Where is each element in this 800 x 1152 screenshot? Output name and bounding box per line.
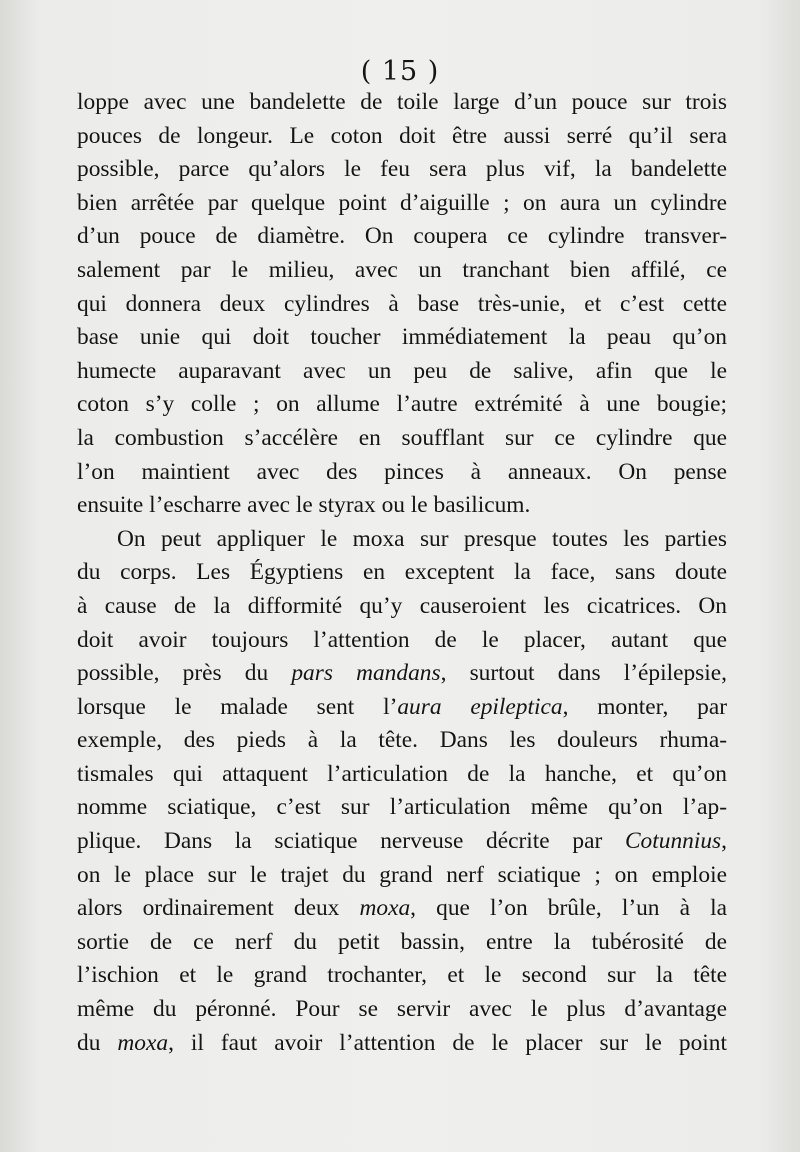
text-line: humecte auparavant avec un peu de salive, afin que le xyxy=(77,357,727,384)
text-line: on le place sur le trajet du grand nerf sciatique ; on emploie xyxy=(77,861,727,888)
text-line: exemple, des pieds à la tête. Dans les douleurs rhuma- xyxy=(77,727,727,754)
text-line: bien arrêtée par quelque point d’aiguille ; on aura un cylindre xyxy=(77,189,727,216)
text-line: possible, près du pars mandans, surtout dans l’épilepsie, xyxy=(77,660,728,687)
text-line: pouces de longeur. Le coton doit être aussi serré qu’il sera xyxy=(77,122,727,149)
text-line: doit avoir toujours l’attention de le placer, autant que xyxy=(77,626,727,653)
text-line: la combustion s’accélère en soufflant sur ce cylindre que xyxy=(77,424,727,451)
page-number: ( 15 ) xyxy=(360,56,440,87)
text-line: lorsque le malade sent l’aura epileptica, monter, par xyxy=(77,693,727,720)
text-line: possible, parce qu’alors le feu sera plus vif, la bandelette xyxy=(77,156,727,183)
text-line: loppe avec une bandelette de toile large d’un pouce sur trois xyxy=(77,89,727,115)
paragraph-end-line: ensuite l’escharre avec le styrax ou le basilicum. xyxy=(77,492,531,519)
text-line: tismales qui attaquent l’articulation de la hanche, et qu’on xyxy=(77,760,727,787)
text-line: qui donnera deux cylindres à base très-unie, et c’est cette xyxy=(77,290,727,317)
text-line: à cause de la difformité qu’y causeroient les cicatrices. On xyxy=(77,592,727,619)
text-line: nomme sciatique, c’est sur l’articulation même qu’on l’ap- xyxy=(77,794,727,821)
text-line: plique. Dans la sciatique nerveuse décrite par Cotunnius, xyxy=(77,828,727,855)
text-line: base unie qui doit toucher immédiatement la peau qu’on xyxy=(77,324,727,351)
text-line: même du péronné. Pour se servir avec le plus d’avantage xyxy=(77,996,727,1023)
text-line: coton s’y colle ; on allume l’autre extrémité à une bougie; xyxy=(77,391,727,418)
text-line: du corps. Les Égyptiens en exceptent la face, sans doute xyxy=(77,559,727,586)
text-line: l’ischion et le grand trochanter, et le second sur la tête xyxy=(77,962,727,989)
text-line: du moxa, il faut avoir l’attention de le placer sur le point xyxy=(77,1029,727,1056)
body-text xyxy=(77,86,727,1060)
text-line: l’on maintient avec des pinces à anneaux. On pense xyxy=(77,458,727,485)
text-line: salement par le milieu, avec un tranchant bien affilé, ce xyxy=(77,256,727,283)
text-line: d’un pouce de diamètre. On coupera ce cylindre transver- xyxy=(77,223,727,250)
paragraph-start-line: On peut appliquer le moxa sur presque toutes les parties xyxy=(117,525,727,552)
text-line: alors ordinairement deux moxa, que l’on brûle, l’un à la xyxy=(77,895,727,922)
text-line: sortie de ce nerf du petit bassin, entre la tubérosité de xyxy=(77,928,727,955)
